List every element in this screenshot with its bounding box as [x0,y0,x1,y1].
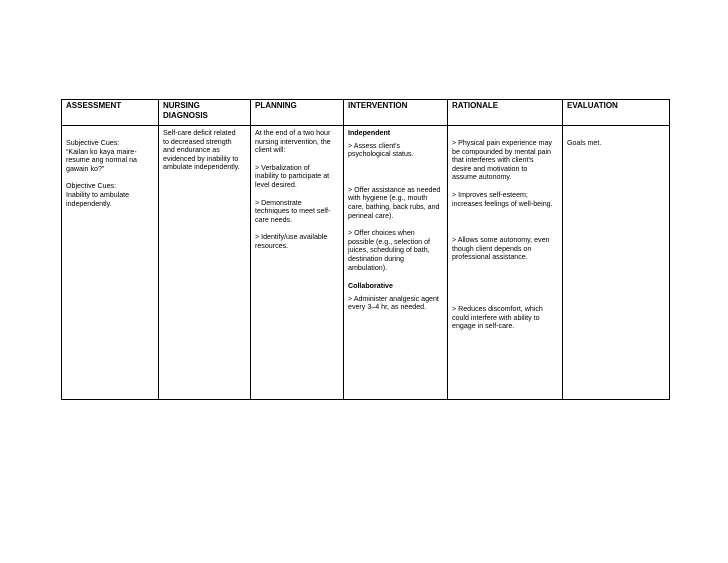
rationale-cell [448,126,563,400]
intervention-cell [344,126,448,400]
header-rationale: RATIONALE [448,100,563,126]
rationale-item-1: > Physical pain experience may be compounded by mental pain that interferes with client's desire and motivation to assume autonomy. [452,139,552,182]
planning-intro: At the end of a two hour nursing intervention, the client will: [255,129,331,155]
diagnosis-text: Self-care deficit related to decreased strength and endurance as evidenced by inability to ambulate independently. [163,129,240,172]
subjective-cues: Subjective Cues: “Kailan ko kaya maire- resume ang normal na gawain ko?” [66,139,137,173]
planning-item-3: > Identify/use available resources. [255,233,328,250]
rationale-item-2: > Improves self-esteem; increases feelings of well-being. [452,190,553,208]
independent-heading: Independent [348,129,391,137]
diagnosis-cell [159,126,251,400]
assessment-cell [62,126,159,400]
care-plan-row [62,126,670,400]
header-planning: PLANNING [251,100,344,126]
rationale-item-4: > Reduces discomfort, which could interfere with ability to engage in self-care. [452,304,543,331]
intervention-item-1: > Assess client's psychological status. [348,141,414,159]
collaborative-heading: Collaborative [348,282,393,291]
intervention-item-3: > Offer choices when possible (e.g., selection of juices, scheduling of bath, destination during ambulation). [348,229,431,272]
planning-item-1: > Verbalization of inability to participate at level desired. [255,163,330,189]
planning-cell [251,126,344,400]
header-row [62,100,670,126]
header-assessment: ASSESSMENT [62,100,159,126]
rationale-item-3: > Allows some autonomy, even though client depends on professional assistance. [452,236,550,262]
intervention-item-2: > Offer assistance as needed with hygiene (e.g., mouth care, bathing, back rubs, and perineal care). [348,185,441,220]
planning-item-2: > Demonstrate techniques to meet self- care needs. [255,198,331,224]
intervention-item-4: > Administer analgesic agent every 3–4 hr, as needed. [348,294,439,312]
header-intervention: INTERVENTION [344,100,448,126]
objective-cues: Objective Cues: Inability to ambulate independently. [66,182,130,208]
header-nursing-diagnosis: NURSING DIAGNOSIS [159,100,251,126]
nursing-care-plan-table [61,99,670,400]
evaluation-cell [563,126,670,400]
header-evaluation: EVALUATION [563,100,670,126]
evaluation-text: Goals met. [567,139,602,147]
